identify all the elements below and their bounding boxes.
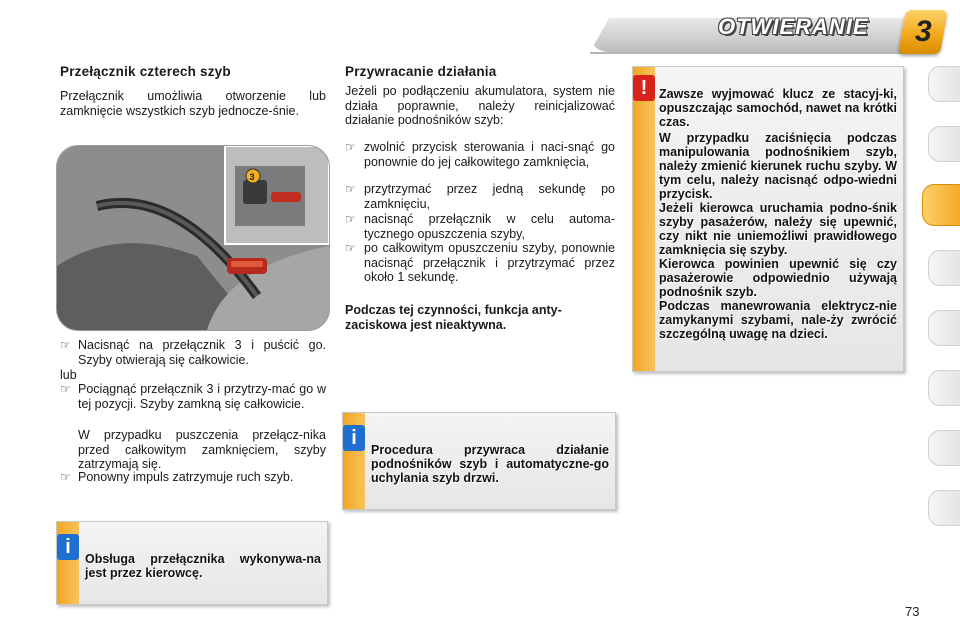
chapter-tab (928, 126, 960, 162)
anti-pinch-note: Podczas tej czynności, funkcja anty-zaciskowa jest nieaktywna. (345, 303, 562, 332)
chapter-number-badge (898, 10, 948, 54)
chapter-tabs (928, 66, 960, 576)
header-rule (590, 52, 930, 54)
restore-step-2: przytrzymać przez jedną sekundę po zamknięciu, (364, 182, 615, 211)
warning-text-passenger: Jeżeli kierowca uruchamia podno-śnik szyby pasażerów, należy się upewnić, czy nikt nie uniemożliwi prawidłowego zamknięcia się szyby. (659, 201, 897, 257)
chapter-number: 3 (914, 15, 932, 48)
chapter-tab (928, 250, 960, 286)
console-photo (56, 145, 330, 331)
chapter-tab (928, 310, 960, 346)
bullet-mark: ☞ (60, 470, 71, 484)
page-number: 73 (905, 604, 920, 619)
chapter-tab-active (922, 184, 960, 226)
warning-icon: ! (633, 75, 655, 101)
info-box-driver (56, 521, 328, 605)
bullet-mark: ☞ (345, 241, 356, 255)
bullet-mark: ☞ (60, 338, 71, 352)
restore-intro: Jeżeli po podłączeniu akumulatora, system nie działa poprawnie, należy reinicjalizować działanie podnośników szyb: (345, 84, 615, 127)
warning-text-key: Zawsze wyjmować klucz ze stacyj-ki, opuszczając samochód, nawet na krótki czas. (659, 87, 897, 129)
section-heading-restore: Przywracanie działania (345, 64, 497, 79)
chapter-tab (928, 490, 960, 526)
info-box-procedure-text: Procedura przywraca działanie podnośników szyb i automatyczne-go uchylania szyb drzwi. (371, 443, 609, 485)
photo-callout-number: 3 (249, 172, 255, 182)
info-icon: i (343, 425, 365, 451)
or-text: lub (60, 368, 77, 382)
bullet-mark: ☞ (345, 182, 356, 196)
warning-text-children: Podczas manewrowania elektrycz-nie zamykanymi szybami, nale-ży zwrócić szczególną uwagę na dzieci. (659, 299, 897, 341)
warning-box (632, 66, 904, 372)
info-box-procedure (342, 412, 616, 510)
warning-box-strip (633, 67, 655, 371)
release-note: W przypadku puszczenia przełącz-nika przed całkowitym zamknięciem, szyby zatrzymają się. (78, 428, 326, 471)
chapter-tab (928, 430, 960, 466)
warning-text-pinch: W przypadku zaciśnięcia podczas manipulowania podnośnikiem szyb, należy zmienić kierunek ruchu szyby. W tym celu, należy nacisnąć odpo-wiedni przycisk. (659, 131, 897, 201)
bullet-mark: ☞ (60, 382, 71, 396)
chapter-tab (928, 66, 960, 102)
restore-step-4: po całkowitym opuszczeniu szyby, ponownie nacisnąć przełącznik i przytrzymać przez około 1 sekundę. (364, 241, 615, 284)
info-box-driver-text: Obsługa przełącznika wykonywa-na jest przez kierowcę. (85, 552, 321, 580)
bullet-stop: Ponowny impuls zatrzymuje ruch szyb. (78, 470, 294, 484)
bullet-close-all: Pociągnąć przełącznik 3 i przytrzy-mać go w tej pozycji. Szyby zamkną się całkowicie. (78, 382, 326, 411)
four-window-intro: Przełącznik umożliwia otworzenie lub zamknięcie wszystkich szyb jednocze-śnie. (60, 89, 326, 118)
bullet-mark: ☞ (345, 212, 356, 226)
restore-step-3: nacisnąć przełącznik w celu automa-tycznego opuszczenia szyby, (364, 212, 615, 241)
warning-text-usage: Kierowca powinien upewnić się czy pasażerowie odpowiednio używają podnośnik szyb. (659, 257, 897, 299)
chapter-title: OTWIERANIE (718, 14, 869, 39)
section-heading-four-window-switch: Przełącznik czterech szyb (60, 64, 231, 79)
bullet-open-all: Nacisnąć na przełącznik 3 i puścić go. Szyby otwierają się całkowicie. (78, 338, 326, 367)
restore-step-1: zwolnić przycisk sterowania i naci-snąć go ponownie do jej całkowitego zamknięcia, (364, 140, 615, 169)
bullet-mark: ☞ (345, 140, 356, 154)
info-icon: i (57, 534, 79, 560)
chapter-tab (928, 370, 960, 406)
console-illustration (57, 146, 329, 330)
